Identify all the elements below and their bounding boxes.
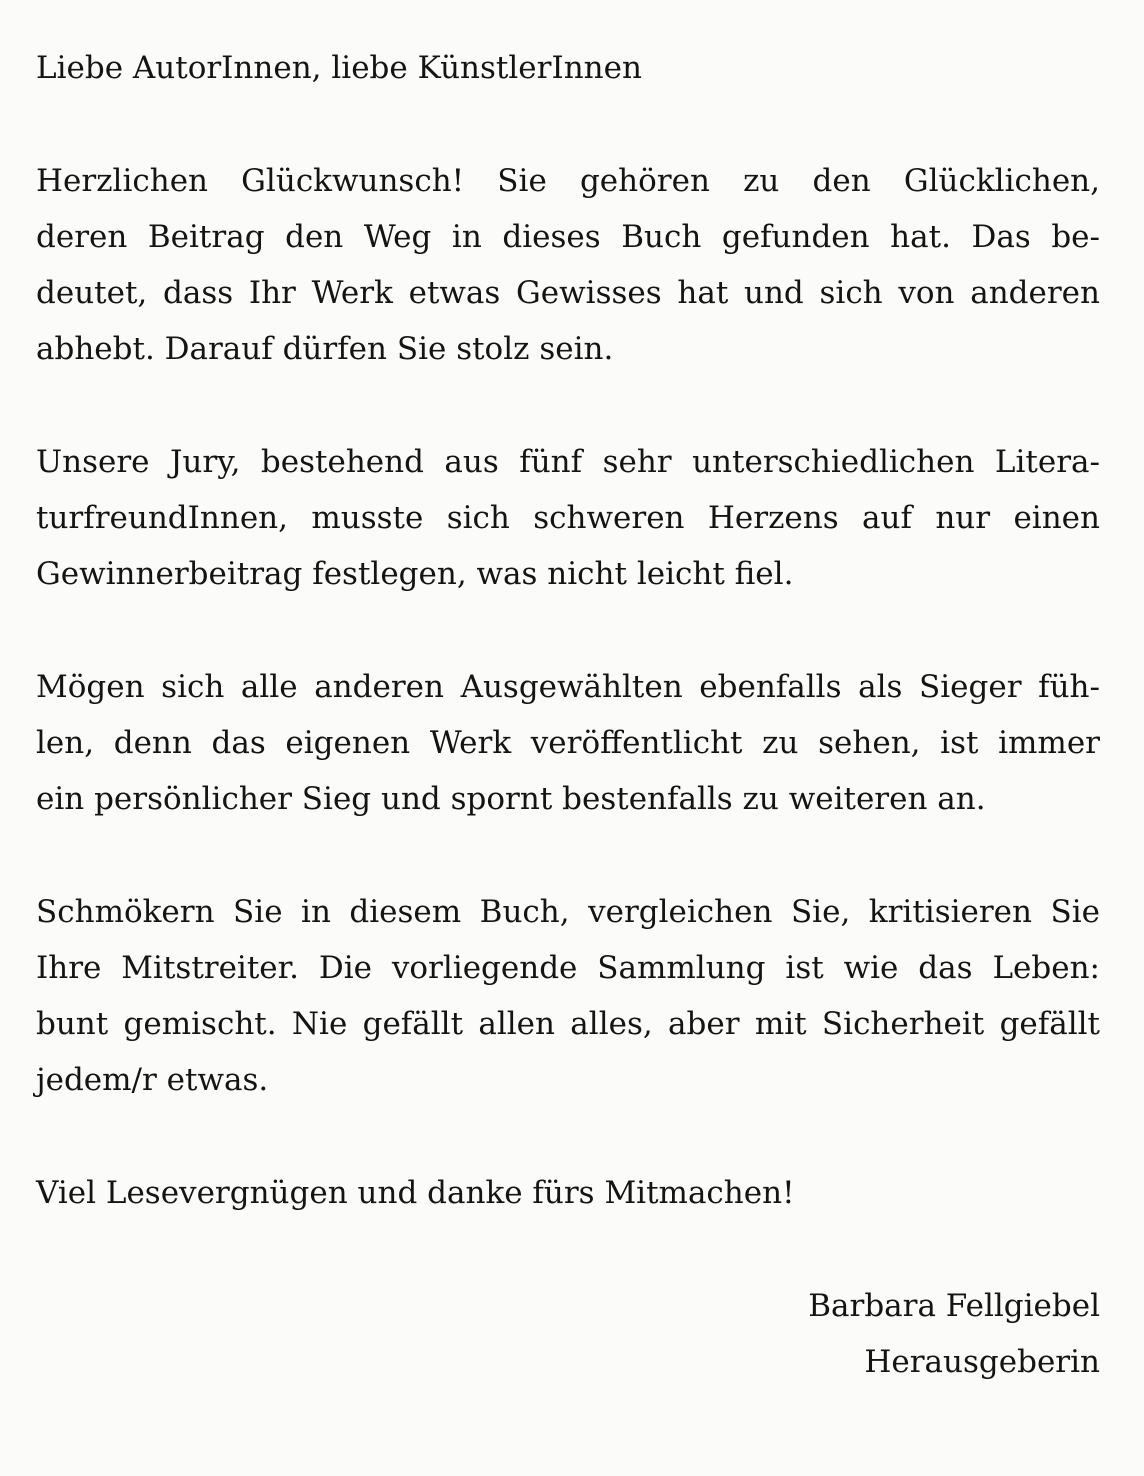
paragraph-2-line-2: turfreundInnen, musste sich schweren Herzens auf nur einen	[36, 500, 1100, 536]
paragraph-4-line-4: jedem/r etwas.	[36, 1062, 269, 1098]
signature-role: Herausgeberin	[864, 1344, 1100, 1380]
paragraph-1-line-1: Herzlichen Glückwunsch! Sie gehören zu den Glücklichen,	[36, 163, 1100, 199]
paragraph-1-line-4: abhebt. Darauf dürfen Sie stolz sein.	[36, 331, 614, 367]
paragraph-3-line-1: Mögen sich alle anderen Ausgewählten ebenfalls als Sieger füh-	[36, 669, 1100, 705]
paragraph-4-line-2: Ihre Mitstreiter. Die vorliegende Sammlung ist wie das Leben:	[36, 950, 1100, 986]
greeting: Liebe AutorInnen, liebe KünstlerInnen	[36, 50, 642, 86]
paragraph-4-line-3: bunt gemischt. Nie gefällt allen alles, aber mit Sicherheit gefällt	[36, 1006, 1100, 1042]
paragraph-2-line-1: Unsere Jury, bestehend aus fünf sehr unterschiedlichen Litera-	[36, 444, 1100, 480]
paragraph-3-line-3: ein persönlicher Sieg und spornt bestenfalls zu weiteren an.	[36, 781, 986, 817]
signature-name: Barbara Fellgiebel	[808, 1288, 1100, 1324]
paragraph-4-line-1: Schmökern Sie in diesem Buch, vergleichen Sie, kritisieren Sie	[36, 894, 1100, 930]
paragraph-2-line-3: Gewinnerbeitrag festlegen, was nicht leicht fiel.	[36, 556, 794, 592]
paragraph-3-line-2: len, denn das eigenen Werk veröffentlicht zu sehen, ist immer	[36, 725, 1100, 761]
paragraph-1-line-3: deutet, dass Ihr Werk etwas Gewisses hat und sich von anderen	[36, 275, 1100, 311]
paragraph-5-line-1: Viel Lesevergnügen und danke fürs Mitmachen!	[36, 1175, 795, 1211]
paragraph-1-line-2: deren Beitrag den Weg in dieses Buch gefunden hat. Das be-	[36, 219, 1100, 255]
